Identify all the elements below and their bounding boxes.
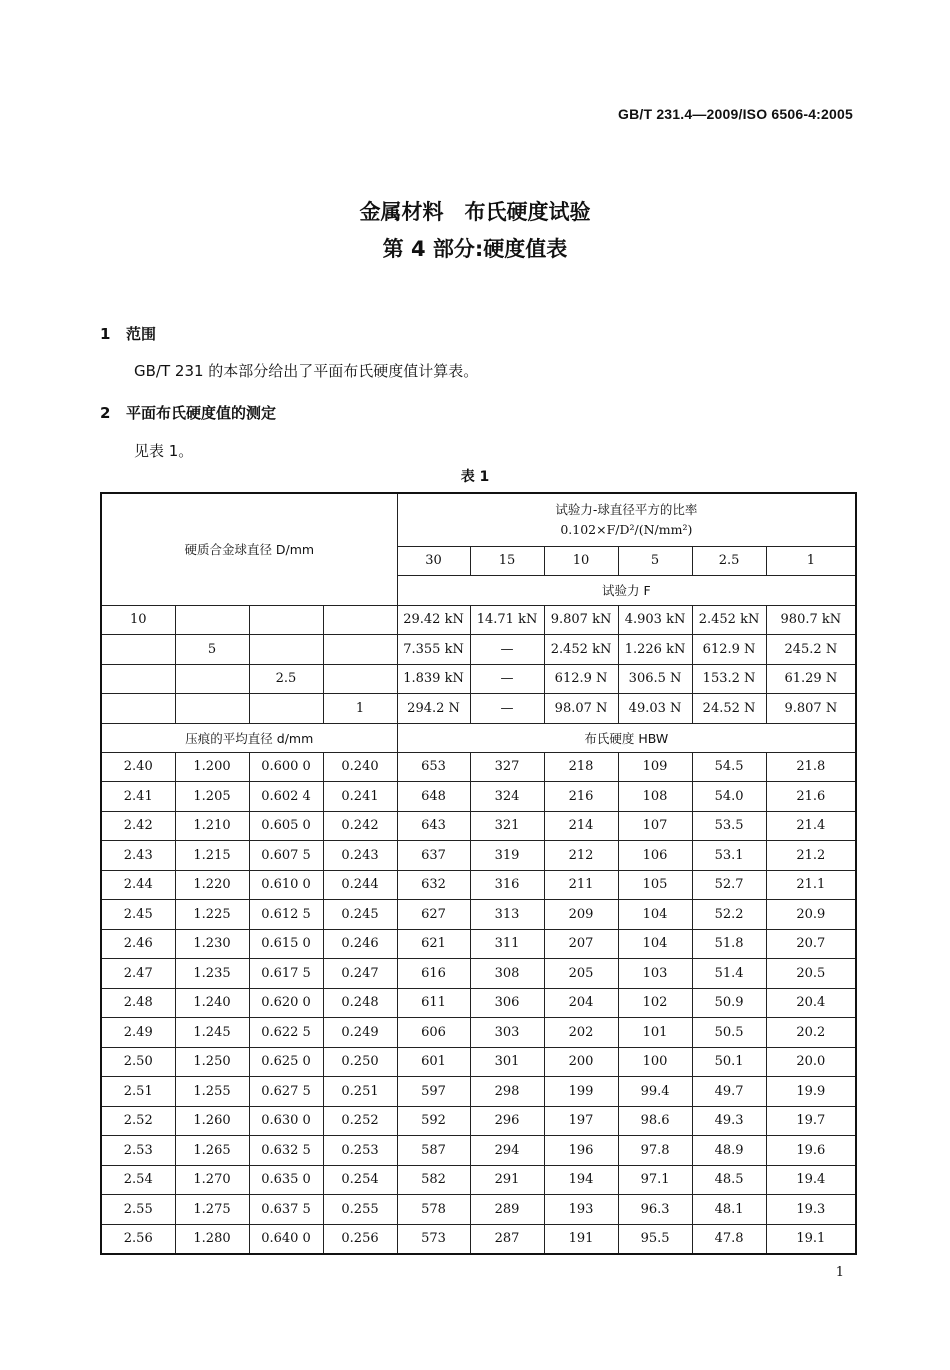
ball-diameter-cell: 1 [323, 694, 397, 724]
hardness-value-cell: 601 [397, 1047, 470, 1077]
section-title: 平面布氏硬度值的测定 [126, 404, 277, 422]
ball-diameter-cell [175, 694, 249, 724]
test-force-cell: 49.03 N [618, 694, 692, 724]
hardness-value-cell: 306 [470, 988, 544, 1018]
hardness-value-cell: 214 [544, 811, 618, 841]
test-force-cell: — [470, 635, 544, 665]
indent-diameter-cell: 0.632 5 [249, 1136, 323, 1166]
indent-diameter-cell: 2.52 [101, 1106, 175, 1136]
test-force-cell: 1.226 kN [618, 635, 692, 665]
indent-diameter-cell: 0.637 5 [249, 1195, 323, 1225]
hardness-value-cell: 200 [544, 1047, 618, 1077]
indent-diameter-cell: 2.45 [101, 900, 175, 930]
hardness-value-cell: 97.8 [618, 1136, 692, 1166]
hardness-value-cell: 19.6 [766, 1136, 856, 1166]
indent-diameter-cell: 2.40 [101, 752, 175, 782]
test-force-cell: — [470, 694, 544, 724]
section-2-text: 见表 1。 [134, 442, 194, 460]
ball-diameter-cell [323, 635, 397, 665]
indent-diameter-cell: 0.612 5 [249, 900, 323, 930]
indent-diameter-cell: 1.225 [175, 900, 249, 930]
hardness-value-cell: 50.5 [692, 1018, 766, 1048]
test-force-cell: 98.07 N [544, 694, 618, 724]
indent-diameter-cell: 0.610 0 [249, 870, 323, 900]
table-row [101, 959, 856, 989]
hardness-value-cell: 324 [470, 782, 544, 812]
indent-diameter-cell: 2.44 [101, 870, 175, 900]
hardness-value-cell: 212 [544, 841, 618, 871]
indent-diameter-cell: 0.600 0 [249, 752, 323, 782]
table-row [101, 752, 856, 782]
hardness-value-cell: 19.9 [766, 1077, 856, 1107]
hardness-value-cell: 648 [397, 782, 470, 812]
ball-diameter-cell [323, 605, 397, 635]
ratio-label: 试验力-球直径平方的比率 [555, 501, 698, 517]
document-title: 金属材料 布氏硬度试验 [359, 200, 591, 224]
table-row [101, 811, 856, 841]
hardness-value-cell: 100 [618, 1047, 692, 1077]
indent-diameter-cell: 2.48 [101, 988, 175, 1018]
indent-diameter-cell: 1.240 [175, 988, 249, 1018]
ball-diameter-cell [101, 635, 175, 665]
hardness-value-cell: 50.9 [692, 988, 766, 1018]
indent-diameter-cell: 0.635 0 [249, 1165, 323, 1195]
hardness-value-cell: 296 [470, 1106, 544, 1136]
hardness-value-cell: 101 [618, 1018, 692, 1048]
hardness-value-cell: 20.7 [766, 929, 856, 959]
table-row [101, 1165, 856, 1195]
ratio-formula: 0.102×F/D²/(N/mm²) [560, 521, 693, 537]
test-force-cell: 294.2 N [397, 694, 470, 724]
indent-diameter-cell: 0.251 [323, 1077, 397, 1107]
hardness-value-cell: 632 [397, 870, 470, 900]
standard-code: GB/T 231.4—2009/ISO 6506-4:2005 [617, 106, 853, 122]
indent-diameter-cell: 1.260 [175, 1106, 249, 1136]
hardness-value-cell: 301 [470, 1047, 544, 1077]
test-force-cell: 1.839 kN [397, 664, 470, 694]
hardness-value-cell: 573 [397, 1224, 470, 1254]
indent-diameter-header: 压痕的平均直径 d/mm [101, 723, 397, 752]
test-force-cell: 14.71 kN [470, 605, 544, 635]
table-row [101, 1018, 856, 1048]
force-header: 试验力 F [397, 575, 856, 605]
hardness-value-cell: 294 [470, 1136, 544, 1166]
test-force-cell: 612.9 N [692, 635, 766, 665]
ratio-value: 30 [397, 546, 470, 575]
table-caption: 表 1 [460, 469, 490, 485]
indent-diameter-cell: 2.41 [101, 782, 175, 812]
indent-diameter-cell: 0.617 5 [249, 959, 323, 989]
hardness-value-cell: 102 [618, 988, 692, 1018]
hardness-value-cell: 587 [397, 1136, 470, 1166]
indent-diameter-cell: 0.254 [323, 1165, 397, 1195]
indent-diameter-cell: 0.602 4 [249, 782, 323, 812]
indent-diameter-cell: 1.235 [175, 959, 249, 989]
hardness-value-cell: 103 [618, 959, 692, 989]
hardness-value-cell: 313 [470, 900, 544, 930]
indent-diameter-cell: 1.250 [175, 1047, 249, 1077]
section-title: 范围 [126, 325, 157, 343]
page-number: 1 [835, 1265, 844, 1280]
test-force-cell: 61.29 N [766, 664, 856, 694]
hardness-value-cell: 19.4 [766, 1165, 856, 1195]
test-force-cell: 245.2 N [766, 635, 856, 665]
indent-diameter-cell: 1.270 [175, 1165, 249, 1195]
hardness-value-cell: 49.7 [692, 1077, 766, 1107]
ratio-value: 5 [618, 546, 692, 575]
hardness-value-cell: 106 [618, 841, 692, 871]
hardness-value-cell: 209 [544, 900, 618, 930]
hardness-value-cell: 643 [397, 811, 470, 841]
indent-diameter-cell: 0.607 5 [249, 841, 323, 871]
hardness-value-cell: 308 [470, 959, 544, 989]
hardness-value-cell: 20.9 [766, 900, 856, 930]
force-row [101, 635, 856, 665]
indent-diameter-cell: 1.220 [175, 870, 249, 900]
hardness-value-cell: 109 [618, 752, 692, 782]
test-force-cell: 2.452 kN [692, 605, 766, 635]
hardness-value-cell: 52.2 [692, 900, 766, 930]
hardness-value-cell: 611 [397, 988, 470, 1018]
indent-diameter-cell: 2.51 [101, 1077, 175, 1107]
test-force-cell: 612.9 N [544, 664, 618, 694]
indent-diameter-cell: 0.250 [323, 1047, 397, 1077]
test-force-cell: 153.2 N [692, 664, 766, 694]
hardness-value-cell: 597 [397, 1077, 470, 1107]
indent-diameter-cell: 0.247 [323, 959, 397, 989]
hardness-value-cell: 637 [397, 841, 470, 871]
indent-diameter-cell: 1.200 [175, 752, 249, 782]
indent-diameter-cell: 2.43 [101, 841, 175, 871]
hardness-value-cell: 51.4 [692, 959, 766, 989]
indent-diameter-cell: 0.241 [323, 782, 397, 812]
hardness-value-cell: 48.1 [692, 1195, 766, 1225]
hbw-header: 布氏硬度 HBW [397, 723, 856, 752]
indent-diameter-cell: 0.248 [323, 988, 397, 1018]
indent-diameter-cell: 2.53 [101, 1136, 175, 1166]
hardness-value-cell: 97.1 [618, 1165, 692, 1195]
test-force-cell: 4.903 kN [618, 605, 692, 635]
hardness-value-cell: 104 [618, 929, 692, 959]
hardness-value-cell: 207 [544, 929, 618, 959]
hardness-value-cell: 621 [397, 929, 470, 959]
indent-diameter-cell: 0.243 [323, 841, 397, 871]
hardness-value-cell: 105 [618, 870, 692, 900]
section-number: 1 [100, 325, 111, 343]
hardness-value-cell: 291 [470, 1165, 544, 1195]
indent-diameter-cell: 0.605 0 [249, 811, 323, 841]
hardness-value-cell: 47.8 [692, 1224, 766, 1254]
indent-diameter-cell: 0.640 0 [249, 1224, 323, 1254]
hardness-value-cell: 108 [618, 782, 692, 812]
hardness-value-cell: 21.8 [766, 752, 856, 782]
indent-diameter-cell: 2.49 [101, 1018, 175, 1048]
ratio-value: 15 [470, 546, 544, 575]
hardness-value-cell: 316 [470, 870, 544, 900]
indent-diameter-cell: 0.620 0 [249, 988, 323, 1018]
indent-diameter-cell: 0.622 5 [249, 1018, 323, 1048]
indent-diameter-cell: 2.55 [101, 1195, 175, 1225]
hardness-value-cell: 21.6 [766, 782, 856, 812]
ball-diameter-header: 硬质合金球直径 D/mm [101, 493, 397, 605]
test-force-cell: 7.355 kN [397, 635, 470, 665]
hardness-value-cell: 321 [470, 811, 544, 841]
hardness-value-cell: 48.5 [692, 1165, 766, 1195]
hardness-value-cell: 99.4 [618, 1077, 692, 1107]
test-force-cell: — [470, 664, 544, 694]
hardness-value-cell: 197 [544, 1106, 618, 1136]
hardness-value-cell: 21.2 [766, 841, 856, 871]
indent-diameter-cell: 0.615 0 [249, 929, 323, 959]
test-force-cell: 9.807 kN [544, 605, 618, 635]
ball-diameter-cell: 5 [175, 635, 249, 665]
ball-diameter-cell [249, 635, 323, 665]
test-force-cell: 24.52 N [692, 694, 766, 724]
table-row [101, 1047, 856, 1077]
hardness-value-cell: 19.1 [766, 1224, 856, 1254]
hardness-value-cell: 20.4 [766, 988, 856, 1018]
hardness-value-cell: 606 [397, 1018, 470, 1048]
table-row [101, 988, 856, 1018]
hardness-value-cell: 53.1 [692, 841, 766, 871]
indent-diameter-cell: 0.252 [323, 1106, 397, 1136]
hardness-value-cell: 319 [470, 841, 544, 871]
hardness-value-cell: 311 [470, 929, 544, 959]
table-row [101, 1195, 856, 1225]
hardness-value-cell: 592 [397, 1106, 470, 1136]
test-force-cell: 9.807 N [766, 694, 856, 724]
indent-diameter-cell: 2.50 [101, 1047, 175, 1077]
hardness-value-cell: 107 [618, 811, 692, 841]
indent-diameter-cell: 2.47 [101, 959, 175, 989]
section-1-text: GB/T 231 的本部分给出了平面布氏硬度值计算表。 [134, 362, 479, 380]
section-number: 2 [100, 404, 111, 422]
hardness-value-cell: 48.9 [692, 1136, 766, 1166]
ratio-value: 1 [766, 546, 856, 575]
hardness-value-cell: 54.0 [692, 782, 766, 812]
ball-diameter-cell [249, 605, 323, 635]
table-row [101, 1224, 856, 1254]
indent-diameter-cell: 0.246 [323, 929, 397, 959]
indent-diameter-cell: 0.630 0 [249, 1106, 323, 1136]
hardness-value-cell: 191 [544, 1224, 618, 1254]
hardness-value-cell: 627 [397, 900, 470, 930]
table-row [101, 1106, 856, 1136]
indent-diameter-cell: 0.242 [323, 811, 397, 841]
indent-diameter-cell: 1.230 [175, 929, 249, 959]
hardness-value-cell: 653 [397, 752, 470, 782]
table-row [101, 1136, 856, 1166]
table-row [101, 841, 856, 871]
force-row [101, 605, 856, 635]
indent-diameter-cell: 0.625 0 [249, 1047, 323, 1077]
indent-diameter-cell: 1.205 [175, 782, 249, 812]
table-row [101, 929, 856, 959]
hardness-value-cell: 20.5 [766, 959, 856, 989]
indent-diameter-cell: 0.245 [323, 900, 397, 930]
indent-diameter-cell: 1.280 [175, 1224, 249, 1254]
ball-diameter-cell [175, 664, 249, 694]
hardness-value-cell: 216 [544, 782, 618, 812]
table-row [101, 870, 856, 900]
hardness-value-cell: 196 [544, 1136, 618, 1166]
indent-diameter-cell: 2.54 [101, 1165, 175, 1195]
indent-diameter-cell: 1.255 [175, 1077, 249, 1107]
test-force-cell: 980.7 kN [766, 605, 856, 635]
indent-diameter-cell: 0.240 [323, 752, 397, 782]
test-force-cell: 2.452 kN [544, 635, 618, 665]
table-row [101, 782, 856, 812]
hardness-value-cell: 193 [544, 1195, 618, 1225]
section-2-heading [100, 402, 276, 423]
hardness-value-cell: 51.8 [692, 929, 766, 959]
ratio-value: 2.5 [692, 546, 766, 575]
ball-diameter-cell [101, 664, 175, 694]
ball-diameter-cell [175, 605, 249, 635]
hardness-value-cell: 21.1 [766, 870, 856, 900]
indent-diameter-cell: 1.210 [175, 811, 249, 841]
test-force-cell: 306.5 N [618, 664, 692, 694]
indent-diameter-cell: 1.265 [175, 1136, 249, 1166]
hardness-value-cell: 53.5 [692, 811, 766, 841]
force-row [101, 664, 856, 694]
hardness-value-cell: 98.6 [618, 1106, 692, 1136]
hardness-value-cell: 19.7 [766, 1106, 856, 1136]
hardness-value-cell: 50.1 [692, 1047, 766, 1077]
indent-diameter-cell: 0.255 [323, 1195, 397, 1225]
hardness-value-cell: 49.3 [692, 1106, 766, 1136]
indent-diameter-cell: 2.56 [101, 1224, 175, 1254]
indent-diameter-cell: 0.253 [323, 1136, 397, 1166]
hardness-value-cell: 95.5 [618, 1224, 692, 1254]
ball-diameter-cell [101, 694, 175, 724]
hardness-value-cell: 54.5 [692, 752, 766, 782]
indent-diameter-cell: 0.627 5 [249, 1077, 323, 1107]
document-subtitle: 第 4 部分:硬度值表 [382, 237, 568, 261]
hardness-value-cell: 616 [397, 959, 470, 989]
hardness-value-cell: 20.2 [766, 1018, 856, 1048]
hardness-value-cell: 21.4 [766, 811, 856, 841]
ball-diameter-cell: 2.5 [249, 664, 323, 694]
hardness-value-cell: 20.0 [766, 1047, 856, 1077]
ball-diameter-cell [323, 664, 397, 694]
hardness-value-cell: 303 [470, 1018, 544, 1048]
hardness-value-cell: 199 [544, 1077, 618, 1107]
hardness-table [100, 492, 857, 1255]
hardness-value-cell: 327 [470, 752, 544, 782]
section-1-heading [100, 323, 156, 344]
hardness-value-cell: 205 [544, 959, 618, 989]
indent-diameter-cell: 1.245 [175, 1018, 249, 1048]
ratio-header [397, 493, 856, 546]
indent-diameter-cell: 0.244 [323, 870, 397, 900]
hardness-value-cell: 202 [544, 1018, 618, 1048]
hardness-value-cell: 218 [544, 752, 618, 782]
hardness-value-cell: 211 [544, 870, 618, 900]
hardness-value-cell: 582 [397, 1165, 470, 1195]
indent-diameter-cell: 0.249 [323, 1018, 397, 1048]
hardness-value-cell: 52.7 [692, 870, 766, 900]
test-force-cell: 29.42 kN [397, 605, 470, 635]
ratio-value: 10 [544, 546, 618, 575]
hardness-value-cell: 298 [470, 1077, 544, 1107]
indent-diameter-cell: 1.275 [175, 1195, 249, 1225]
hardness-value-cell: 19.3 [766, 1195, 856, 1225]
ball-diameter-cell: 10 [101, 605, 175, 635]
hardness-value-cell: 194 [544, 1165, 618, 1195]
indent-diameter-cell: 2.42 [101, 811, 175, 841]
indent-diameter-cell: 1.215 [175, 841, 249, 871]
force-row [101, 694, 856, 724]
hardness-value-cell: 287 [470, 1224, 544, 1254]
table-body [101, 493, 856, 1254]
ball-diameter-cell [249, 694, 323, 724]
hardness-value-cell: 204 [544, 988, 618, 1018]
table-row [101, 1077, 856, 1107]
hardness-value-cell: 578 [397, 1195, 470, 1225]
table-row [101, 900, 856, 930]
hardness-value-cell: 104 [618, 900, 692, 930]
indent-diameter-cell: 0.256 [323, 1224, 397, 1254]
hardness-value-cell: 289 [470, 1195, 544, 1225]
indent-diameter-cell: 2.46 [101, 929, 175, 959]
hardness-value-cell: 96.3 [618, 1195, 692, 1225]
